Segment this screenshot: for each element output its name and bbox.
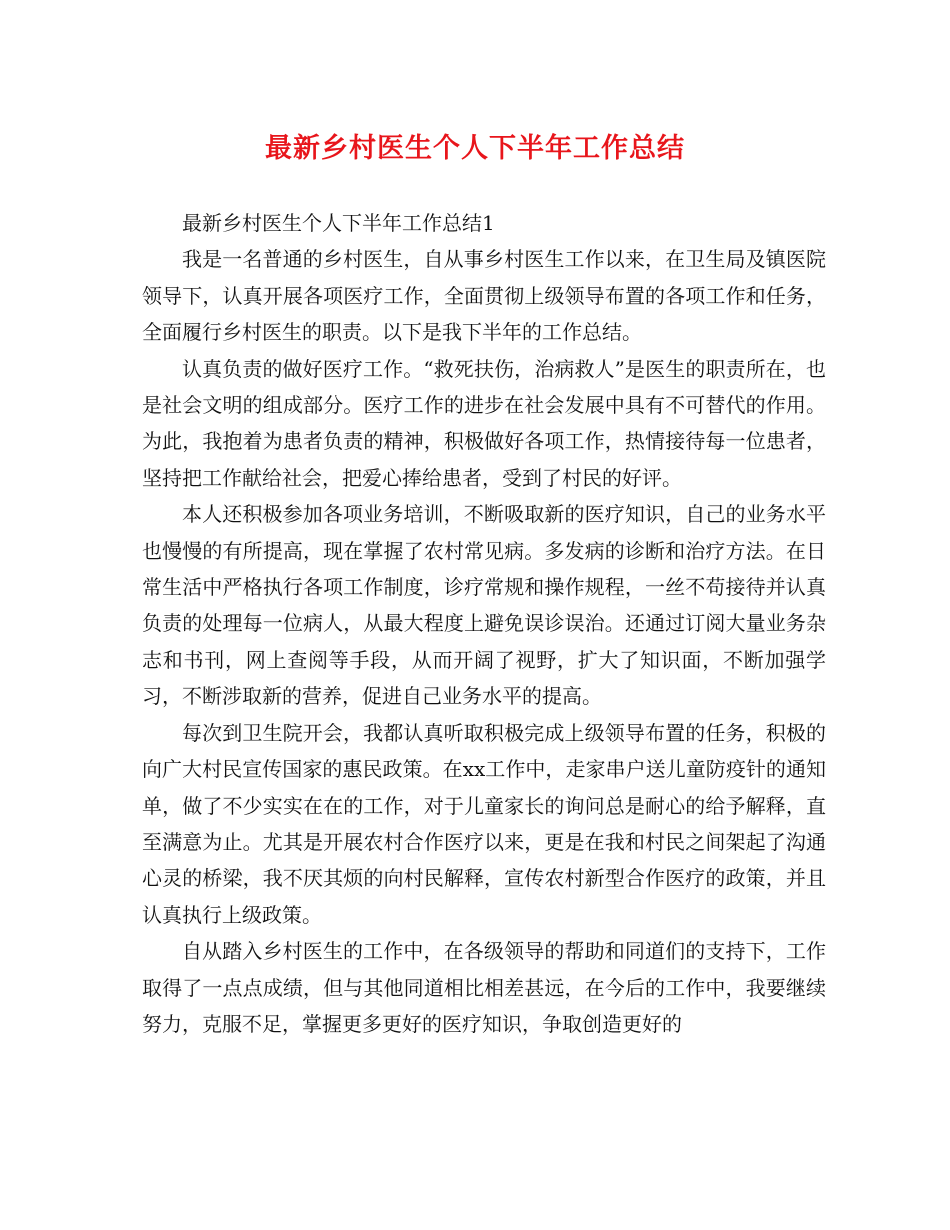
document-body — [142, 205, 826, 1042]
intro-paragraph: 我是一名普通的乡村医生，自从事乡村医生工作以来，在卫生局及镇医院领导下，认真开展各项医疗工作，全面贯彻上级领导布置的各项工作和任务，全面履行乡村医生的职责。以下是我下半年的工作总结。 — [142, 247, 826, 345]
medical-work-paragraph: 认真负责的做好医疗工作。“救死扶伤，治病救人”是医生的职责所在，也是社会文明的组成部分。医疗工作的进步在社会发展中具有不可替代的作用。为此，我抱着为患者负责的精神，积极做好各项工作，热情接待每一位患者，坚持把工作献给社会，把爱心捧给患者，受到了村民的好评。 — [142, 356, 826, 490]
document-title: 最新乡村医生个人下半年工作总结 — [265, 133, 685, 164]
training-paragraph: 本人还积极参加各项业务培训，不断吸取新的医疗知识，自己的业务水平也慢慢的有所提高，现在掌握了农村常见病。多发病的诊断和治疗方法。在日常生活中严格执行各项工作制度，诊疗常规和操作规程，一丝不苟接待并认真负责的处理每一位病人，从最大程度上避免误诊误治。还通过订阅大量业务杂志和书刊，网上查阅等手段，从而开阔了视野，扩大了知识面，不断加强学习，不断涉取新的营养，促进自己业务水平的提高。 — [142, 502, 826, 709]
subheading-paragraph: 最新乡村医生个人下半年工作总结1 — [182, 211, 495, 235]
closing-paragraph: 自从踏入乡村医生的工作中，在各级领导的帮助和同道们的支持下，工作取得了一点点成绩，但与其他同道相比相差甚远，在今后的工作中，我要继续努力，克服不足，掌握更多更好的医疗知识，争取创造更好的 — [142, 939, 826, 1036]
outreach-paragraph: 每次到卫生院开会，我都认真听取积极完成上级领导布置的任务，积极的向广大村民宣传国家的惠民政策。在xx工作中，走家串户送儿童防疫针的通知单，做了不少实实在在的工作，对于儿童家长的询问总是耐心的给予解释，直至满意为止。尤其是开展农村合作医疗以来，更是在我和村民之间架起了沟通心灵的桥梁，我不厌其烦的向村民解释，宣传农村新型合作医疗的政策，并且认真执行上级政策。 — [142, 720, 826, 927]
